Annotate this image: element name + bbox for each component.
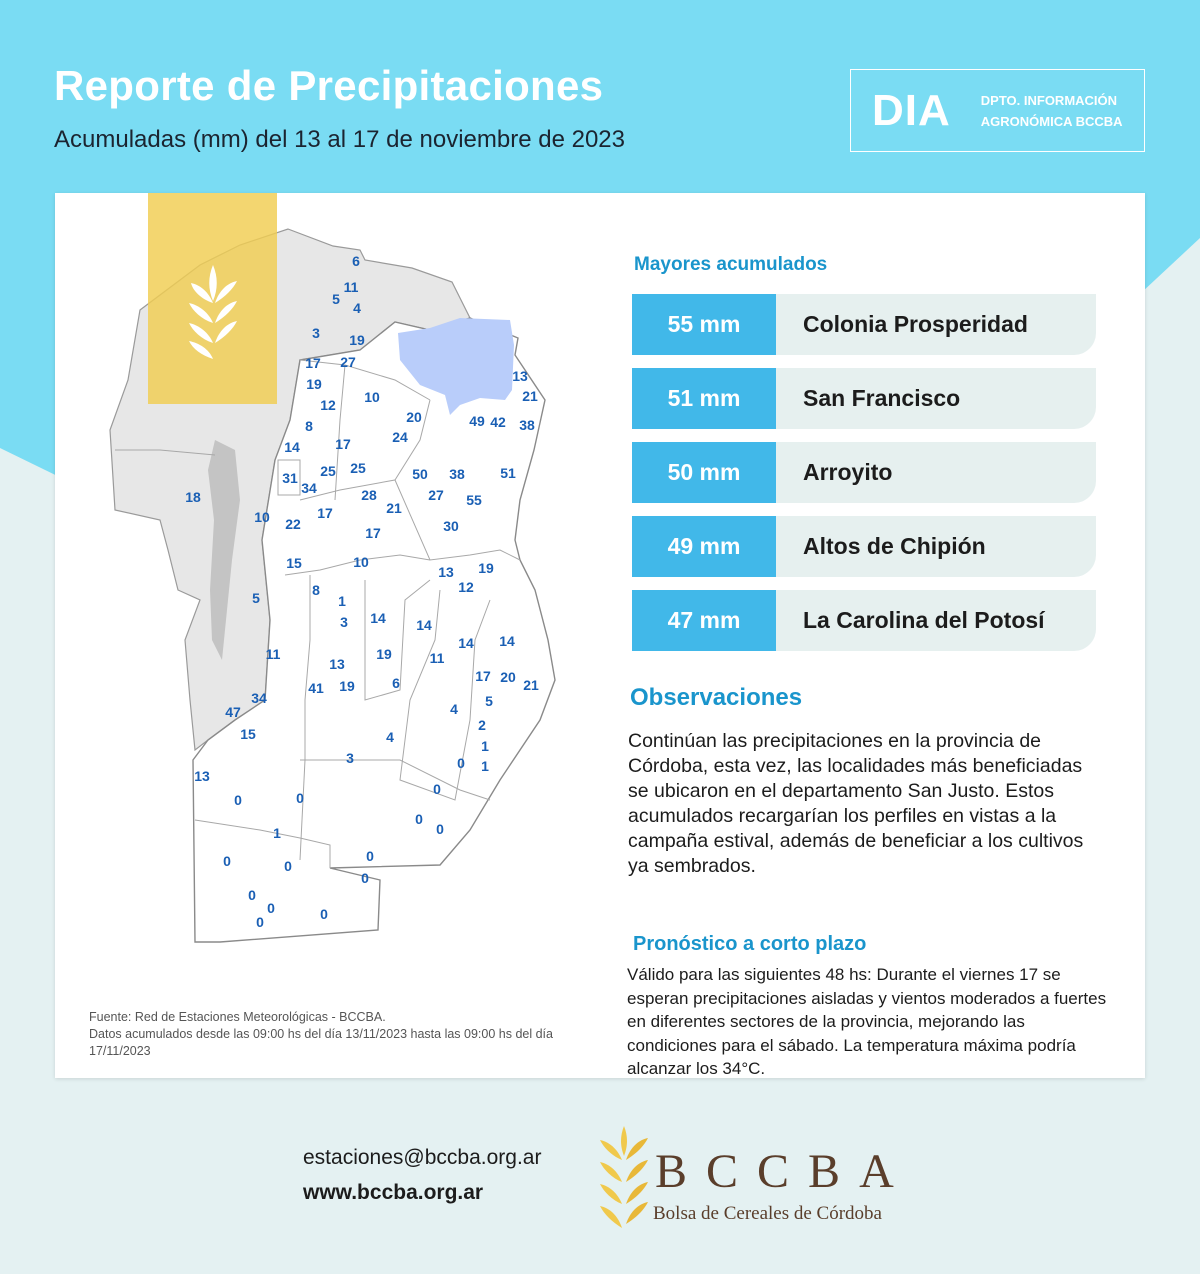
station-value: 42 [490,414,506,430]
station-value: 24 [392,429,408,445]
report-card [55,193,1145,1078]
rank-row [632,516,1096,577]
station-value: 1 [273,825,281,841]
station-value: 1 [481,758,489,774]
station-value: 4 [353,300,361,316]
dia-badge-line1: DPTO. INFORMACIÓN [980,92,1118,108]
rank-location: La Carolina del Potosí [776,590,1096,651]
station-value: 51 [500,465,516,481]
station-value: 8 [312,582,320,598]
station-value: 20 [500,669,516,685]
station-value: 30 [443,518,459,534]
station-value: 0 [320,906,328,922]
station-value: 14 [416,617,432,633]
station-value: 38 [519,417,535,433]
observations-text: Continúan las precipitaciones en la provincia de Córdoba, esta vez, las localidades más beneficiadas se ubicaron en el departamento San Justo. Estos acumulados recargarían los perfiles en vistas a la campaña estival, además de beneficiar a los cultivos ya sembrados. [628,730,1084,877]
rank-value: 51 mm [632,368,776,429]
cordoba-province-map [55,193,615,1078]
station-value: 5 [332,291,340,307]
station-value: 10 [353,554,369,570]
station-value: 34 [301,480,317,496]
station-value: 38 [449,466,465,482]
source-note [89,1009,609,1060]
station-value: 13 [438,564,454,580]
station-value: 10 [364,389,380,405]
station-value: 17 [335,436,351,452]
station-value: 14 [458,635,474,651]
station-value: 0 [267,900,275,916]
station-value: 0 [256,914,264,930]
dia-badge-label [981,90,1123,132]
station-value: 12 [320,397,336,413]
station-value: 19 [306,376,322,392]
rank-location: Colonia Prosperidad [776,294,1096,355]
station-value: 0 [223,853,231,869]
station-value: 21 [522,388,538,404]
station-value: 6 [392,675,400,691]
station-value: 5 [252,590,260,606]
rank-value: 49 mm [632,516,776,577]
top-accumulations-title: Mayores acumulados [634,254,828,275]
station-value: 49 [469,413,485,429]
bccba-logo-text: BCCBA [655,1145,913,1198]
station-value: 22 [285,516,301,532]
station-value: 6 [352,253,360,269]
station-value: 21 [386,500,402,516]
station-value: 0 [457,755,465,771]
station-value: 25 [320,463,336,479]
page-subtitle: Acumuladas (mm) del 13 al 17 de noviembre de 2023 [54,126,625,153]
station-value: 1 [338,593,346,609]
rank-value: 47 mm [632,590,776,651]
data-range-line: Datos acumulados desde las 09:00 hs del día 13/11/2023 hasta las 09:00 hs del día 17/11/2023 [89,1027,553,1058]
bccba-wheat-logo-icon [598,1124,650,1230]
station-value: 50 [412,466,428,482]
station-value: 47 [225,704,241,720]
bccba-logo-subtitle: Bolsa de Cereales de Córdoba [653,1203,882,1224]
station-value: 0 [366,848,374,864]
rank-location: Arroyito [776,442,1096,503]
station-value: 55 [466,492,482,508]
station-value: 2 [478,717,486,733]
station-value: 21 [523,677,539,693]
precipitation-map [55,193,615,1078]
forecast-text: Válido para las siguientes 48 hs: Durante el viernes 17 se esperan precipitaciones aisladas y vientos moderados a fuertes en diferentes sectores de la provincia, mejorando las condiciones para el sábado. La temperatura máxima podría alcanzar los 34°C. [627,965,1107,1078]
station-value: 8 [305,418,313,434]
station-value: 0 [436,821,444,837]
dia-badge-line2: AGRONÓMICA BCCBA [980,113,1123,129]
wheat-icon [185,263,241,361]
station-value: 41 [308,680,324,696]
station-value: 19 [339,678,355,694]
website-link[interactable]: www.bccba.org.ar [303,1181,484,1204]
station-value: 19 [478,560,494,576]
station-value: 14 [370,610,386,626]
station-value: 4 [386,729,394,745]
station-value: 19 [376,646,392,662]
rank-value: 50 mm [632,442,776,503]
station-value: 17 [317,505,333,521]
observations-title: Observaciones [630,684,803,711]
station-value: 25 [350,460,366,476]
station-value: 11 [429,650,445,666]
station-value: 0 [284,858,292,874]
station-value: 14 [284,439,300,455]
station-value: 0 [415,811,423,827]
station-value: 0 [433,781,441,797]
rank-location: San Francisco [776,368,1096,429]
forecast-title: Pronóstico a corto plazo [633,933,867,955]
dia-badge [850,69,1145,152]
station-value: 0 [296,790,304,806]
station-value: 10 [254,509,270,525]
station-value: 18 [185,489,201,505]
station-value: 11 [343,279,359,295]
station-value: 3 [340,614,348,630]
rank-row [632,590,1096,651]
station-value: 15 [240,726,256,742]
station-value: 13 [329,656,345,672]
station-value: 13 [512,368,528,384]
rank-row [632,294,1096,355]
wheat-banner [148,193,277,404]
station-value: 17 [305,355,321,371]
dia-badge-short: DIA [872,85,951,135]
rank-location: Altos de Chipión [776,516,1096,577]
station-value: 17 [365,525,381,541]
station-value: 3 [346,750,354,766]
station-value: 0 [234,792,242,808]
rank-row [632,368,1096,429]
station-value: 0 [361,870,369,886]
station-value: 19 [349,332,365,348]
station-value: 14 [499,633,515,649]
info-panel [628,193,1128,1078]
station-value: 27 [340,354,356,370]
station-value: 15 [286,555,302,571]
source-line: Fuente: Red de Estaciones Meteorológicas - BCCBA. [89,1010,386,1024]
station-value: 0 [248,887,256,903]
station-value: 3 [312,325,320,341]
station-value: 34 [251,690,267,706]
station-value: 5 [485,693,493,709]
station-value: 13 [194,768,210,784]
station-value: 11 [265,646,281,662]
rank-value: 55 mm [632,294,776,355]
station-value: 20 [406,409,422,425]
rank-row [632,442,1096,503]
station-value: 4 [450,701,458,717]
contact-email[interactable]: estaciones@bccba.org.ar [303,1146,542,1169]
station-value: 28 [361,487,377,503]
station-value: 17 [475,668,491,684]
station-value: 12 [458,579,474,595]
station-value: 1 [481,738,489,754]
station-value: 27 [428,487,444,503]
station-value: 31 [282,470,298,486]
page-title: Reporte de Precipitaciones [54,62,604,109]
